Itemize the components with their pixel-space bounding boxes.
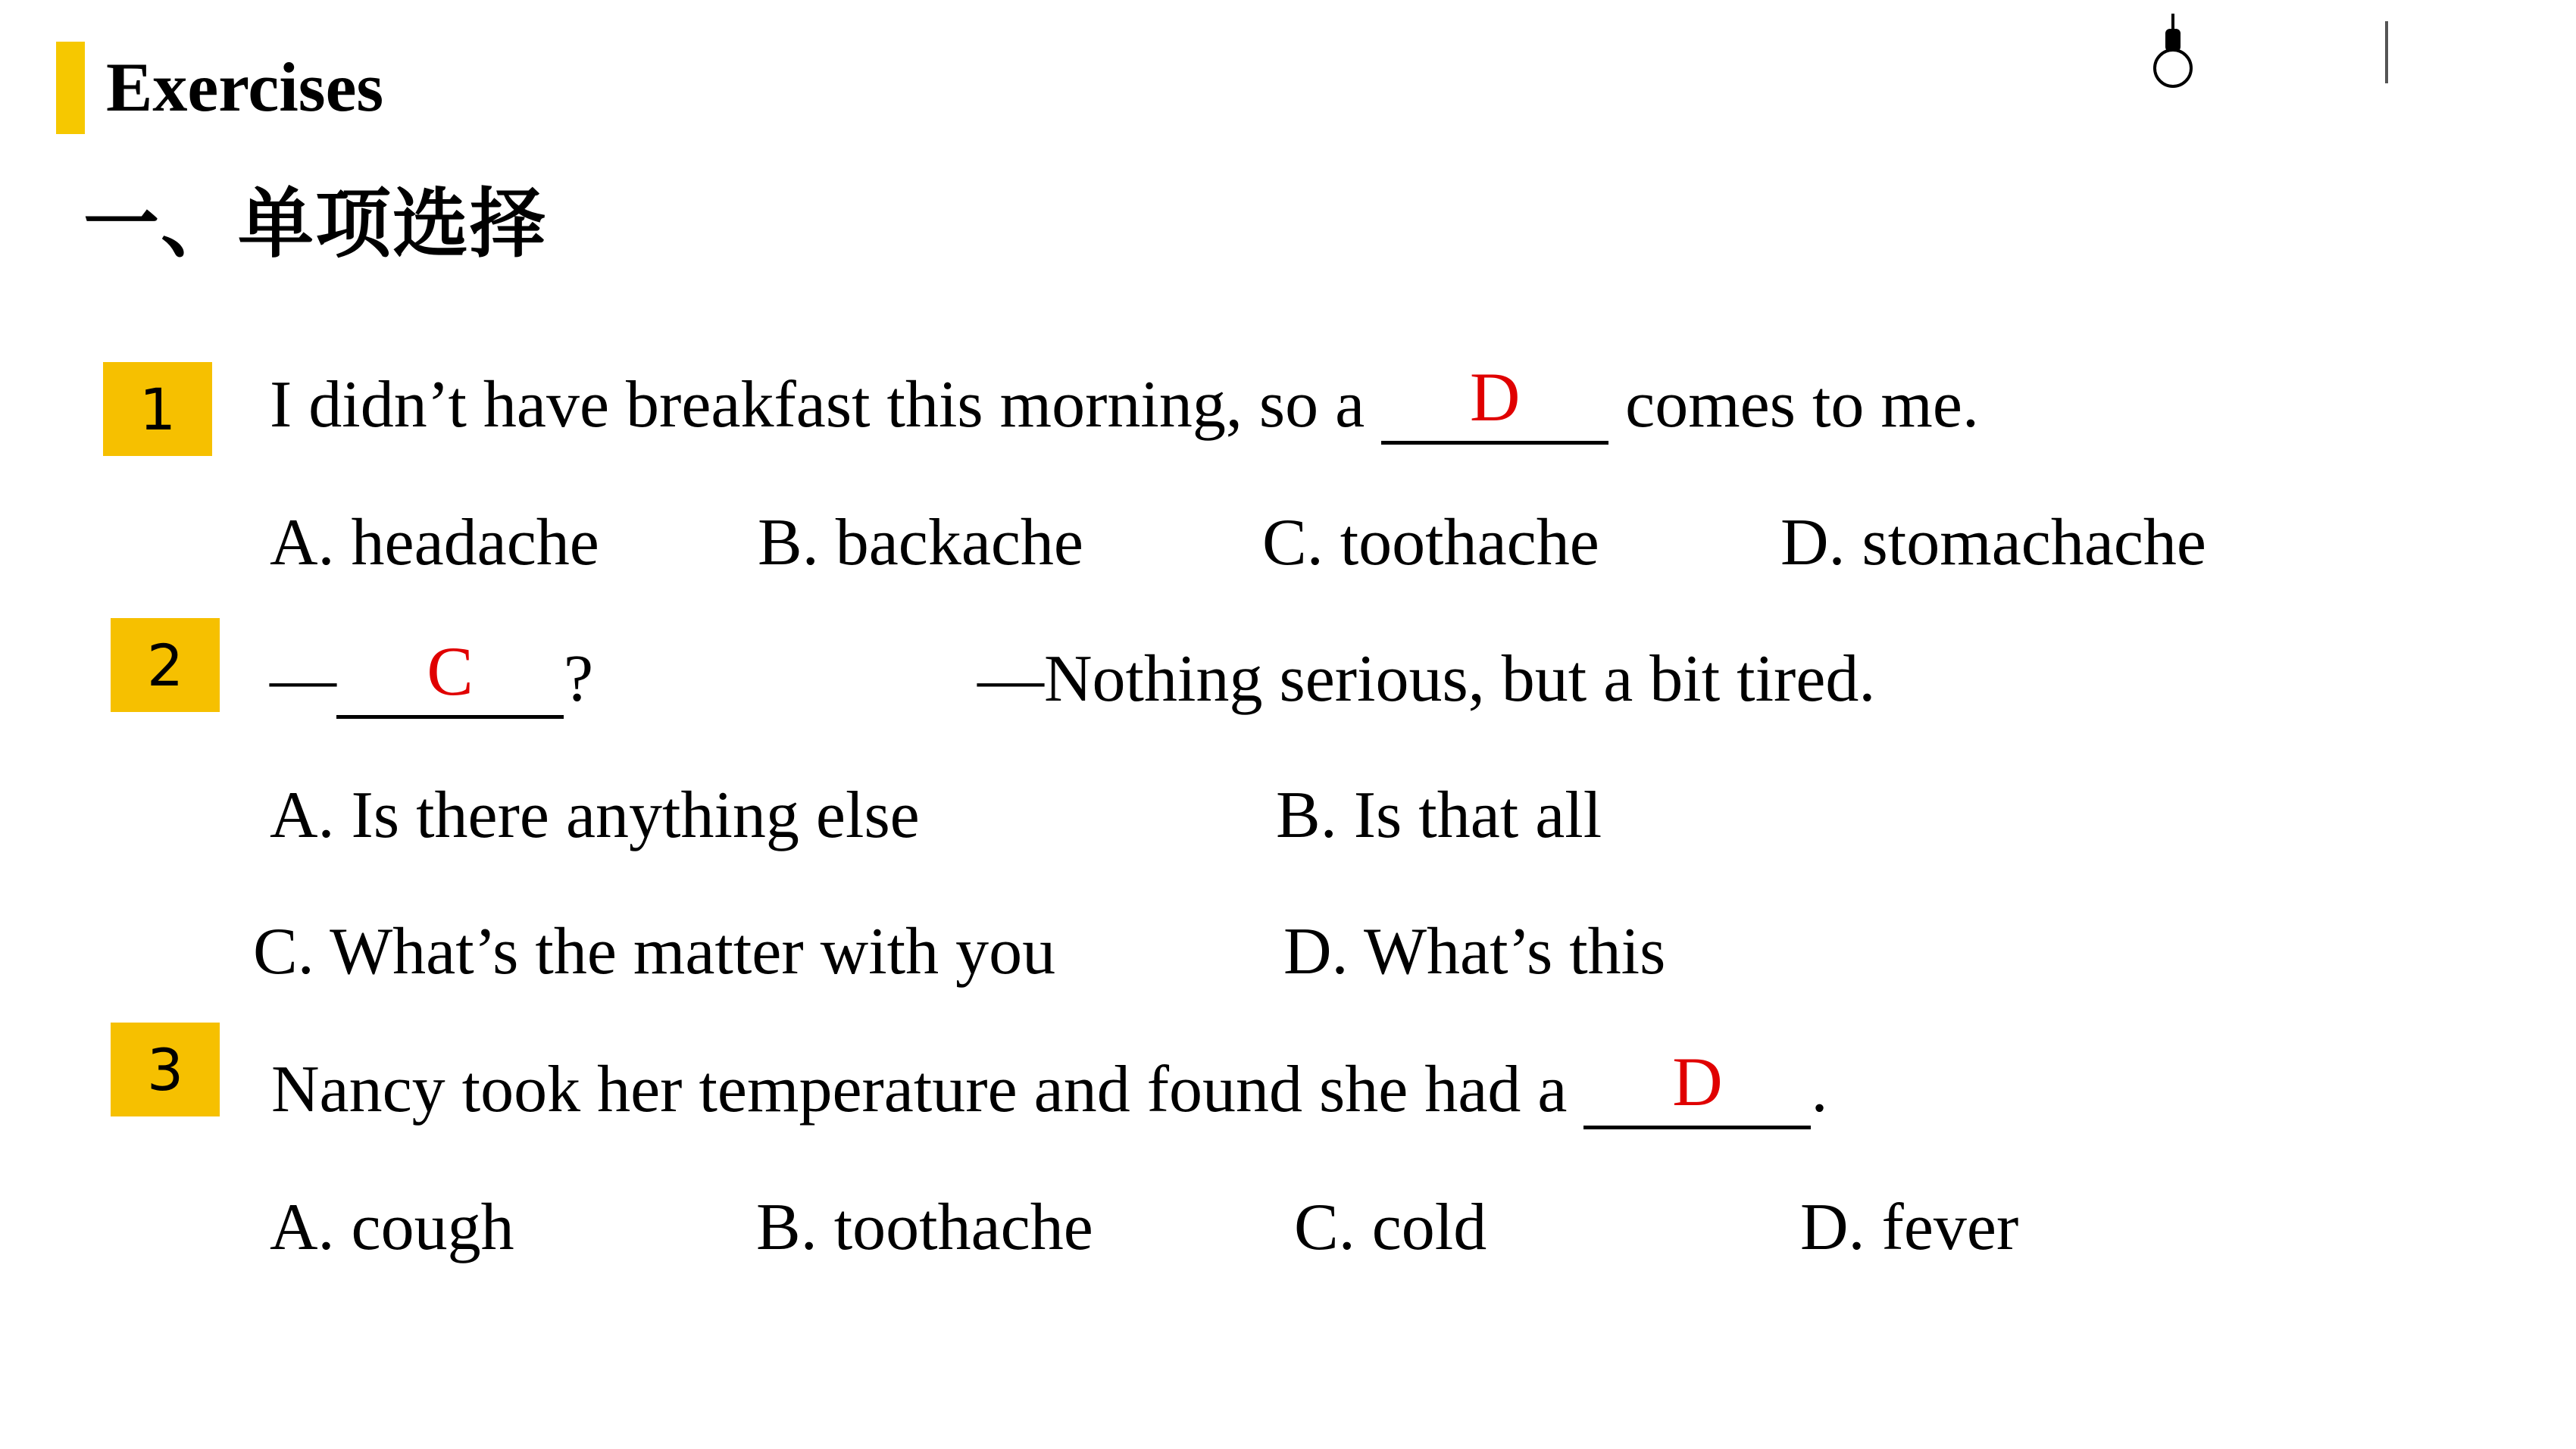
stem-text-before: — — [270, 642, 336, 716]
option-a: A. Is there anything else — [270, 779, 920, 852]
title-accent-bar — [56, 42, 85, 134]
option-b: B. Is that all — [1276, 779, 1602, 852]
stem-text-after: . — [1811, 1053, 1828, 1126]
stem-text-before: I didn’t have breakfast this morning, so a — [270, 368, 1382, 442]
section-heading: 一、单项选择 — [83, 180, 547, 268]
answer-blank — [336, 632, 564, 719]
option-c: C. cold — [1294, 1191, 1487, 1264]
option-a: A. headache — [270, 506, 599, 579]
answer-letter: D — [1672, 1043, 1723, 1120]
question-1-stem — [270, 358, 1979, 447]
answer-blank — [1583, 1043, 1811, 1129]
lightbulb-icon — [2150, 14, 2196, 89]
question-2-reply: —Nothing serious, but a bit tired. — [977, 642, 1876, 716]
divider-line — [2385, 21, 2388, 83]
option-d: D. stomachache — [1780, 506, 2206, 579]
option-c: C. What’s the matter with you — [253, 915, 1056, 988]
option-c: C. toothache — [1262, 506, 1599, 579]
question-number-badge: 3 — [111, 1023, 220, 1116]
question-2-stem — [270, 632, 594, 721]
option-d: D. What’s this — [1283, 915, 1666, 988]
stem-text-after: comes to me. — [1608, 368, 1979, 442]
page-title: Exercises — [106, 48, 384, 126]
answer-letter: D — [1469, 358, 1521, 436]
stem-text-before: Nancy took her temperature and found she had a — [271, 1053, 1584, 1126]
answer-blank — [1381, 358, 1608, 445]
option-d: D. fever — [1800, 1191, 2019, 1264]
option-a: A. cough — [270, 1191, 514, 1264]
question-number-badge: 2 — [111, 618, 220, 712]
stem-text-after: ? — [564, 642, 594, 716]
answer-letter: C — [427, 632, 474, 710]
option-b: B. toothache — [756, 1191, 1093, 1264]
question-3-stem — [271, 1043, 1828, 1132]
question-number-badge: 1 — [103, 362, 212, 456]
option-b: B. backache — [758, 506, 1083, 579]
